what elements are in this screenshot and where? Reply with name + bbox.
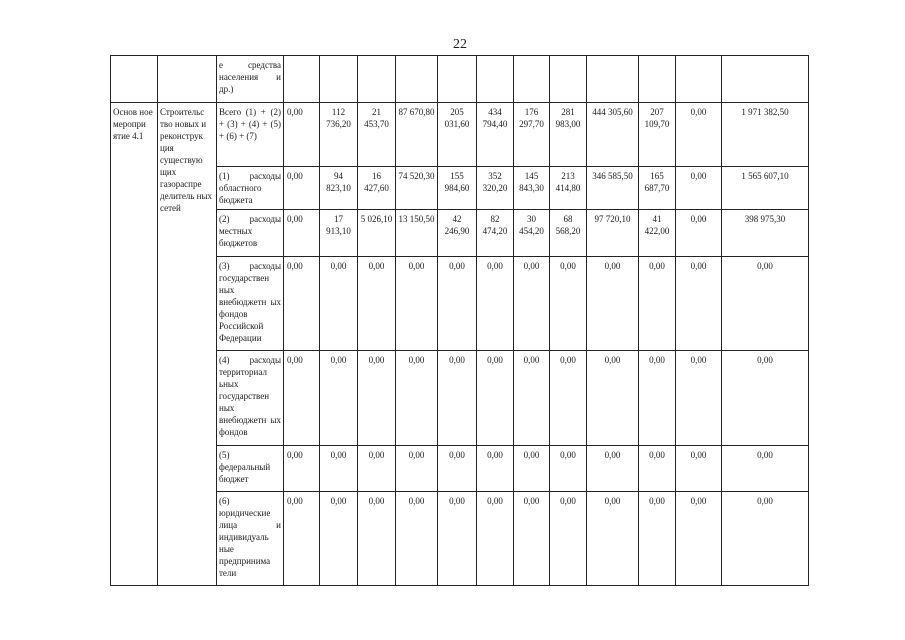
value-cell: 0,00 — [320, 492, 358, 586]
empty-cell — [587, 56, 639, 103]
value-cell: 0,00 — [320, 257, 358, 351]
value-cell: 0,00 — [587, 257, 639, 351]
value-cell: 0,00 — [676, 167, 722, 210]
value-cell: 5 026,10 — [358, 210, 396, 257]
value-cell: 0,00 — [722, 351, 809, 446]
value-cell: 1 565 607,10 — [722, 167, 809, 210]
value-cell: 0,00 — [639, 351, 676, 446]
value-cell: 0,00 — [284, 492, 320, 586]
source-cell: (6) юридические лица и индивидуаль ные предпринима тели — [217, 492, 284, 586]
value-cell: 0,00 — [550, 351, 587, 446]
value-cell: 0,00 — [587, 492, 639, 586]
value-cell: 0,00 — [639, 492, 676, 586]
value-cell: 0,00 — [396, 257, 438, 351]
value-cell: 145 843,30 — [514, 167, 550, 210]
page-number: 22 — [453, 37, 467, 52]
empty-cell — [639, 56, 676, 103]
value-cell: 155 984,60 — [438, 167, 477, 210]
empty-cell — [514, 56, 550, 103]
value-cell: 0,00 — [396, 351, 438, 446]
source-cell: (3) расходы государствен ных внебюджетн ых фондов Российской Федерации — [217, 257, 284, 351]
value-cell: 87 670,80 — [396, 103, 438, 167]
value-cell: 0,00 — [722, 446, 809, 492]
value-cell: 0,00 — [514, 351, 550, 446]
value-cell: 346 585,50 — [587, 167, 639, 210]
value-cell: 0,00 — [676, 351, 722, 446]
source-cell: (5) федеральный бюджет — [217, 446, 284, 492]
value-cell: 0,00 — [550, 446, 587, 492]
value-cell: 207 109,70 — [639, 103, 676, 167]
value-cell: 0,00 — [284, 446, 320, 492]
table-row-continued — [111, 56, 809, 103]
value-cell: 0,00 — [320, 351, 358, 446]
value-cell: 97 720,10 — [587, 210, 639, 257]
value-cell: 0,00 — [284, 257, 320, 351]
value-cell: 82 474,20 — [477, 210, 514, 257]
value-cell: 0,00 — [358, 257, 396, 351]
empty-cell — [722, 56, 809, 103]
source-cell: Всего (1) + (2) + (3) + (4) + (5) + (6) + (7) — [217, 103, 284, 167]
value-cell: 0,00 — [438, 492, 477, 586]
value-cell: 165 687,70 — [639, 167, 676, 210]
source-cell: е средства населения и др.) — [217, 56, 284, 103]
measure-name-cell: Основ ное меропри ятие 4.1 — [111, 103, 158, 586]
value-cell: 0,00 — [358, 492, 396, 586]
empty-cell — [676, 56, 722, 103]
value-cell: 16 427,60 — [358, 167, 396, 210]
value-cell: 0,00 — [358, 351, 396, 446]
value-cell: 213 414,80 — [550, 167, 587, 210]
value-cell: 281 983,00 — [550, 103, 587, 167]
value-cell: 1 971 382,50 — [722, 103, 809, 167]
table-row-total — [111, 103, 809, 167]
value-cell: 0,00 — [639, 257, 676, 351]
value-cell: 0,00 — [284, 351, 320, 446]
value-cell: 0,00 — [676, 446, 722, 492]
measure-description-cell: Строительс тво новых и реконструк ция существую щих газораспре делитель ных сетей — [158, 103, 217, 586]
value-cell: 0,00 — [320, 446, 358, 492]
value-cell: 176 297,70 — [514, 103, 550, 167]
value-cell: 0,00 — [676, 103, 722, 167]
value-cell: 352 320,20 — [477, 167, 514, 210]
empty-cell — [550, 56, 587, 103]
value-cell: 0,00 — [587, 351, 639, 446]
value-cell: 434 794,40 — [477, 103, 514, 167]
value-cell: 74 520,30 — [396, 167, 438, 210]
value-cell: 0,00 — [676, 210, 722, 257]
value-cell: 21 453,70 — [358, 103, 396, 167]
value-cell: 0,00 — [396, 492, 438, 586]
value-cell: 0,00 — [358, 446, 396, 492]
value-cell: 0,00 — [550, 257, 587, 351]
value-cell: 0,00 — [722, 492, 809, 586]
value-cell: 0,00 — [676, 257, 722, 351]
value-cell: 0,00 — [438, 257, 477, 351]
value-cell: 68 568,20 — [550, 210, 587, 257]
value-cell: 0,00 — [514, 257, 550, 351]
empty-cell — [284, 56, 320, 103]
empty-cell — [396, 56, 438, 103]
value-cell: 205 031,60 — [438, 103, 477, 167]
value-cell: 0,00 — [477, 257, 514, 351]
budget-table — [110, 55, 809, 586]
empty-cell — [111, 56, 158, 103]
value-cell: 0,00 — [550, 492, 587, 586]
empty-cell — [320, 56, 358, 103]
value-cell: 0,00 — [514, 492, 550, 586]
empty-cell — [438, 56, 477, 103]
value-cell: 41 422,00 — [639, 210, 676, 257]
source-cell: (4) расходы территориал ьных государствен ных внебюджетн ых фондов — [217, 351, 284, 446]
value-cell: 444 305,60 — [587, 103, 639, 167]
value-cell: 42 246,90 — [438, 210, 477, 257]
value-cell: 94 823,10 — [320, 167, 358, 210]
value-cell: 0,00 — [477, 351, 514, 446]
value-cell: 0,00 — [676, 492, 722, 586]
value-cell: 30 454,20 — [514, 210, 550, 257]
value-cell: 0,00 — [396, 446, 438, 492]
value-cell: 0,00 — [284, 167, 320, 210]
source-cell: (1) расходы областного бюджета — [217, 167, 284, 210]
value-cell: 0,00 — [438, 351, 477, 446]
value-cell: 17 913,10 — [320, 210, 358, 257]
value-cell: 0,00 — [284, 210, 320, 257]
value-cell: 0,00 — [722, 257, 809, 351]
value-cell: 0,00 — [639, 446, 676, 492]
empty-cell — [477, 56, 514, 103]
value-cell: 0,00 — [514, 446, 550, 492]
source-cell: (2) расходы местных бюджетов — [217, 210, 284, 257]
value-cell: 0,00 — [284, 103, 320, 167]
value-cell: 0,00 — [438, 446, 477, 492]
value-cell: 0,00 — [587, 446, 639, 492]
value-cell: 0,00 — [477, 446, 514, 492]
value-cell: 13 150,50 — [396, 210, 438, 257]
empty-cell — [158, 56, 217, 103]
value-cell: 112 736,20 — [320, 103, 358, 167]
value-cell: 0,00 — [477, 492, 514, 586]
value-cell: 398 975,30 — [722, 210, 809, 257]
empty-cell — [358, 56, 396, 103]
